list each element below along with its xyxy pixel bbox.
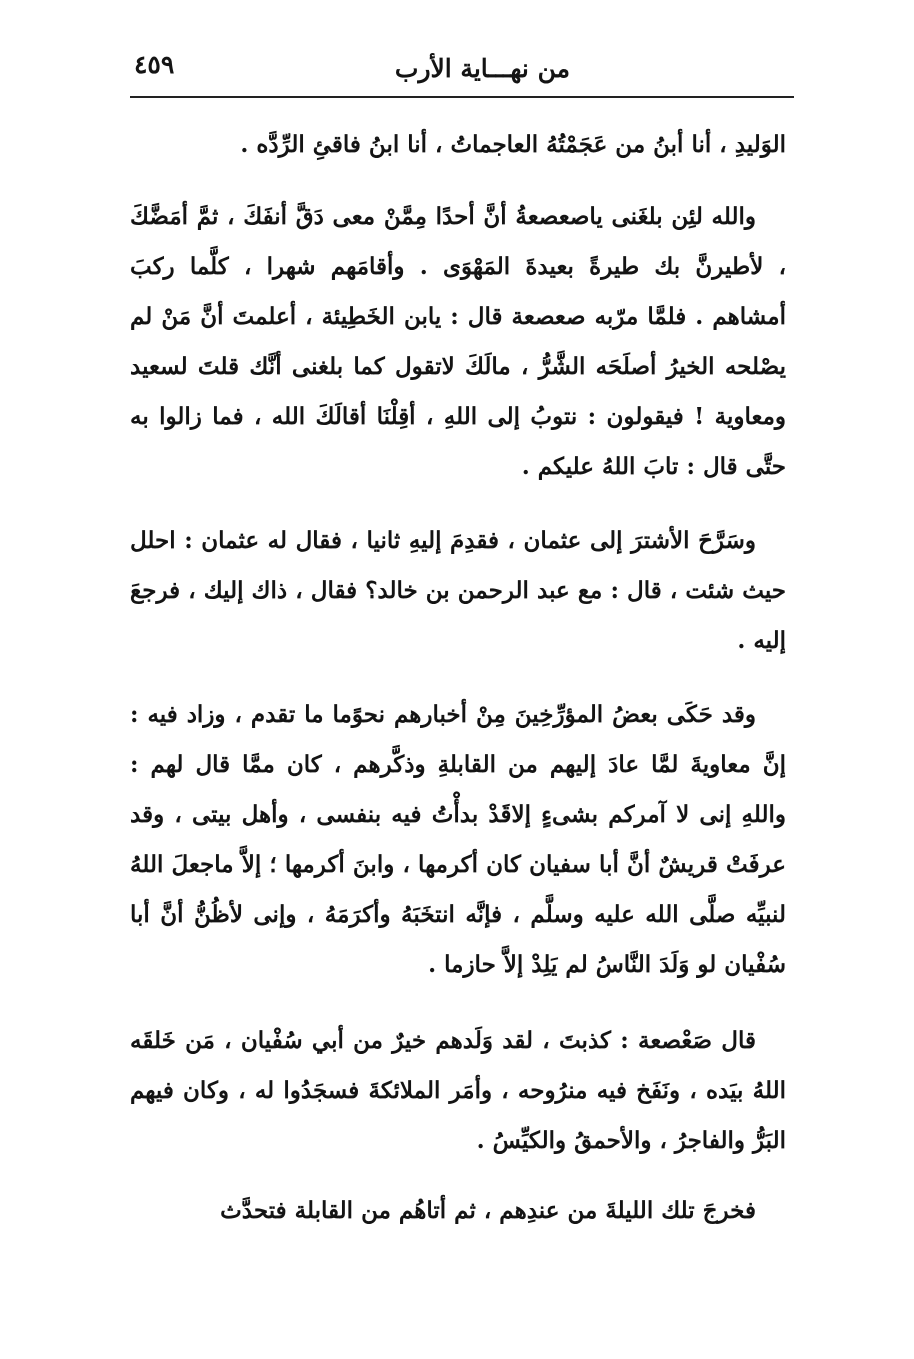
page-body — [130, 120, 786, 1236]
page-header — [130, 48, 794, 94]
page-number: ٤٥٩ — [134, 50, 175, 79]
running-title: من نهـــاية الأرب — [394, 54, 570, 83]
header-divider — [130, 96, 794, 98]
paragraph-1: الوَليدِ ، أنا أبنُ من عَجَمْتُهُ العاجماتُ ، أنا ابنُ فاقئِ الرِّدَّه . — [240, 131, 786, 158]
paragraph-3: وسَرَّحَ الأشترَ إلى عثمان ، فقدِمَ إليهِ ثانيا ، فقال له عثمان : احلل حيث شئت ، قال : مع عبد الرحمن بن خالد؟ فقال ، ذاك إليك ، فرجعَ إليه . — [130, 527, 786, 654]
paragraph-5: قال صَعْصعة : كذبتَ ، لقد وَلَدهم خيرٌ من أبي سُفْيان ، مَن خَلقَه اللهُ بيَده ، ونَفَخ فيه منرُوحه ، وأمَر الملائكةَ فسجَدُوا له ، وكان فيهم البَرُّ والفاجرُ ، والأحمقُ والكيِّسُ . — [130, 1027, 786, 1154]
paragraph-6: فخرجَ تلك الليلةَ من عندِهم ، ثم أتاهُم من القابلة فتحدَّث — [220, 1197, 756, 1224]
paragraph-4: وقد حَكَى بعضُ المؤرِّخِينَ مِنْ أخبارهم نحوًما ما تقدم ، وزاد فيه : إنَّ معاويةَ لمَّا عادَ إليهم من القابلةِ وذكَّرهم ، كان ممَّا قال لهم : واللهِ إنى لا آمركم بشىءٍ إلاقَدْ بدأْتُ فيه بنفسى ، وأهل بيتى ، وقد عرفَتْ قريشٌ أنَّ أبا سفيان كان أكرمها ، وابنَ أكرمها ؛ إلاَّ ماجعلَ اللهُ لنبيِّه صلَّى الله عليه وسلَّم ، فإنَّه انتخَبَهُ وأكرَمَهُ ، وإنى لأظُنُّ أنَّ أبا سُفْيان لو وَلَدَ النَّاسُ لم يَلِدْ إلاَّ حازما . — [130, 701, 786, 978]
paragraph-2: والله لئِن بلغَنى ياصعصعةُ أنَّ أحدًا مِمَّنْ معى دَقَّ أنفَكَ ، ثمَّ أمَضَّكَ ، لأطيرنَّ بك طيرةً بعيدةَ المَهْوَى . وأقامَهم شهرا ، كلَّما ركبَ أمشاهم . فلمَّا مرّبه صعصعة قال : يابن الخَطِيئة ، أعلمتَ أنَّ مَنْ لم يصْلحه الخيرُ أصلَحَه الشَّرُّ ، مالَكَ لاتقول كما بلغنى أنَّك قلتَ لسعيد ومعاوية ! فيقولون : نتوبُ إلى اللهِ ، أقِلْنَا أقالَكَ الله ، فما زالوا به حتَّى قال : تابَ اللهُ عليكم . — [130, 203, 786, 480]
